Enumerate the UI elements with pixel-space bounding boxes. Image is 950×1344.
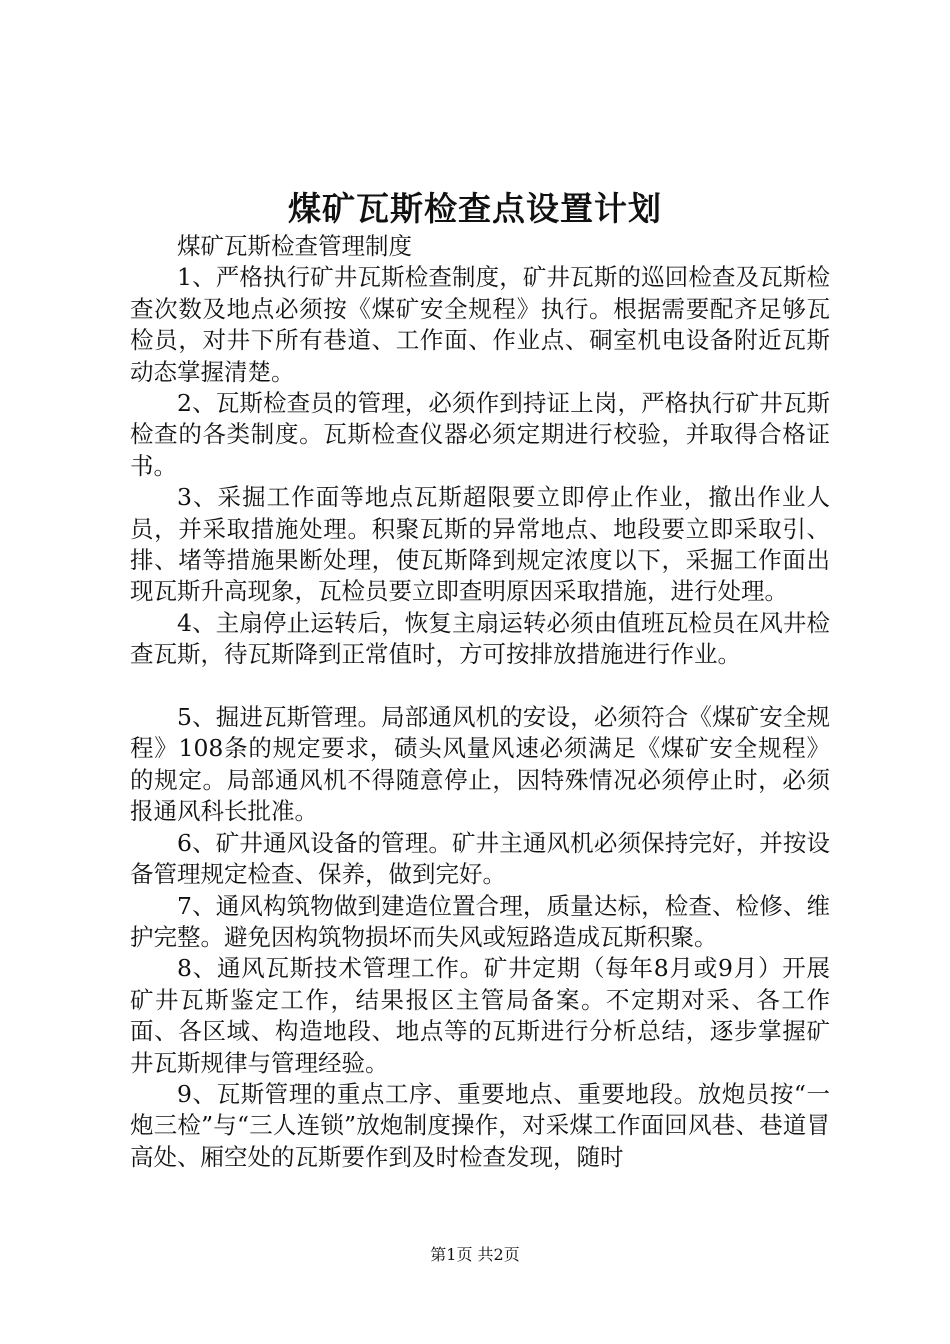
section-heading: 煤矿瓦斯检查管理制度 (177, 232, 412, 260)
paragraph-8: 8、通风瓦斯技术管理工作。矿井定期（每年8月或9月）开展矿井瓦斯鉴定工作，结果报区主管局备案。不定期对采、各工作面、各区域、构造地段、地点等的瓦斯进行分析总结，逐步掌握矿井瓦斯规律与管理经验。 (130, 954, 830, 1077)
paragraph-9: 9、瓦斯管理的重点工序、重要地点、重要地段。放炮员按“一炮三检”与“三人连锁”放炮制度操作，对采煤工作面回风巷、巷道冒高处、厢空处的瓦斯要作到及时检查发现，随时 (130, 1079, 830, 1171)
paragraph-3: 3、采掘工作面等地点瓦斯超限要立即停止作业，撤出作业人员，并采取措施处理。积聚瓦斯的异常地点、地段要立即采取引、排、堵等措施果断处理，使瓦斯降到规定浓度以下，采掘工作面出现瓦斯升高现象，瓦检员要立即查明原因采取措施，进行处理。 (130, 483, 830, 606)
paragraph-6: 6、矿井通风设备的管理。矿井主通风机必须保持完好，并按设备管理规定检查、保养，做到完好。 (130, 828, 830, 889)
paragraph-4: 4、主扇停止运转后，恢复主扇运转必须由值班瓦检员在风井检查瓦斯，待瓦斯降到正常值时，方可按排放措施进行作业。 (130, 608, 830, 669)
paragraph-1: 1、严格执行矿井瓦斯检查制度，矿井瓦斯的巡回检查及瓦斯检查次数及地点必须按《煤矿安全规程》执行。根据需要配齐足够瓦检员，对井下所有巷道、工作面、作业点、硐室机电设备附近瓦斯动态掌握清楚。 (130, 263, 830, 386)
paragraph-7: 7、通风构筑物做到建造位置合理，质量达标，检查、检修、维护完整。避免因构筑物损坏而失风或短路造成瓦斯积聚。 (130, 891, 830, 951)
paragraph-5: 5、掘进瓦斯管理。局部通风机的安设，必须符合《煤矿安全规程》108条的规定要求，碛头风量风速必须满足《煤矿安全规程》的规定。局部通风机不得随意停止，因特殊情况必须停止时，必须报通风科长批准。 (130, 703, 830, 826)
page-number: 第1页 共2页 (430, 1245, 520, 1264)
document-title: 煤矿瓦斯检查点设置计划 (288, 189, 662, 228)
paragraph-2: 2、瓦斯检查员的管理，必须作到持证上岗，严格执行矿井瓦斯检查的各类制度。瓦斯检查仪器必须定期进行校验，并取得合格证书。 (130, 389, 830, 480)
document-body (130, 231, 830, 1173)
blank-line (130, 671, 830, 702)
